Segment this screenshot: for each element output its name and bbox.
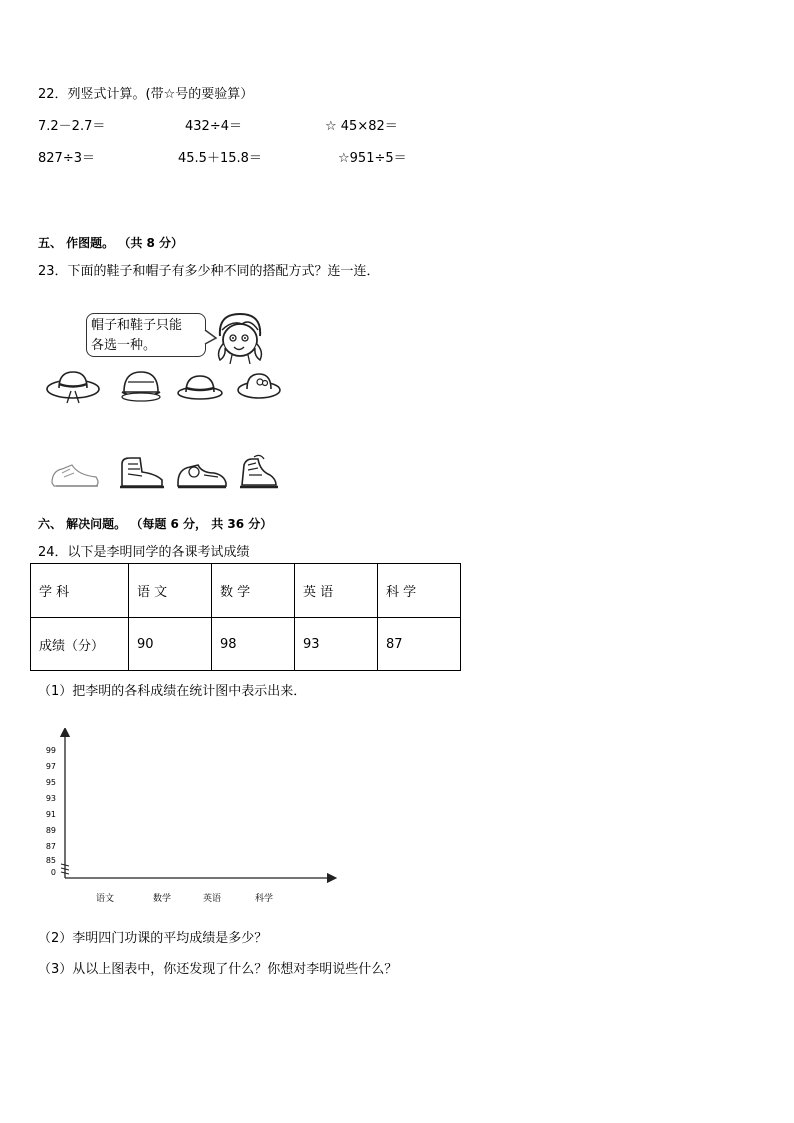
x-tick-label: 科学 [255, 894, 274, 904]
table-row [31, 564, 461, 618]
shoe-icon-4 [236, 453, 280, 493]
shoe-icon-1 [48, 455, 102, 491]
speech-bubble [86, 313, 206, 357]
y-tick-label: 97 [45, 762, 56, 771]
q22-expr-5: 45.5＋15.8＝ [178, 151, 262, 166]
q22-expr-1: 7.2－2.7＝ [38, 119, 106, 134]
chart-axes [56, 728, 338, 884]
q24-part1: （1）把李明的各科成绩在统计图中表示出来． [38, 684, 307, 699]
section6-heading: 六、 解决问题。 （每题 6 分， 共 36 分） [38, 517, 273, 531]
table-cell: 90 [129, 618, 212, 671]
y-tick-label: 93 [45, 794, 56, 803]
y-tick-label: 85 [45, 856, 56, 865]
q24-part2: （2）李明四门功课的平均成绩是多少？ [38, 931, 268, 946]
q22-heading: 22．列竖式计算。(带☆号的要验算） [38, 87, 254, 102]
shoe-icon-3 [174, 455, 230, 491]
section5-heading: 五、 作图题。 （共 8 分） [38, 236, 184, 250]
table-cell: 成绩（分） [31, 618, 129, 671]
girl-illustration [212, 308, 268, 366]
table-cell: 93 [295, 618, 378, 671]
q23-question: 23．下面的鞋子和帽子有多少种不同的搭配方式？连一连． [38, 264, 380, 279]
table-row [31, 618, 461, 671]
y-tick-label: 95 [45, 778, 56, 787]
x-tick-label: 英语 [203, 894, 222, 904]
scores-table [30, 563, 461, 671]
hat-icon-3 [176, 370, 224, 404]
hat-icon-1 [44, 367, 102, 407]
table-cell: 英 语 [295, 564, 378, 618]
q24-part3: （3）从以上图表中，你还发现了什么？你想对李明说些什么？ [38, 962, 398, 977]
q22-expr-4: 827÷3＝ [38, 151, 95, 166]
shoe-icon-2 [116, 452, 166, 492]
x-tick-label: 语文 [96, 894, 115, 904]
q22-expr-2: 432÷4＝ [185, 119, 242, 134]
bubble-line-1: 帽子和鞋子只能 [91, 318, 183, 333]
q22-expr-6: ☆951÷5＝ [338, 151, 407, 166]
table-cell: 科 学 [378, 564, 461, 618]
q22-expr-3: ☆ 45×82＝ [325, 119, 398, 134]
table-cell: 98 [212, 618, 295, 671]
y-tick-label: 89 [45, 826, 56, 835]
table-cell: 学 科 [31, 564, 129, 618]
bubble-line-2: 各选一种。 [91, 338, 157, 353]
table-cell: 数 学 [212, 564, 295, 618]
hat-icon-4 [236, 368, 282, 404]
table-cell: 语 文 [129, 564, 212, 618]
q24-intro: 24．以下是李明同学的各课考试成绩 [38, 545, 250, 560]
y-tick-label: 91 [45, 810, 56, 819]
y-tick-label: 87 [45, 842, 56, 851]
hat-icon-2 [118, 368, 164, 406]
x-tick-label: 数学 [153, 894, 172, 904]
table-cell: 87 [378, 618, 461, 671]
y-tick-label: 0 [50, 868, 56, 877]
y-tick-label: 99 [45, 746, 56, 755]
